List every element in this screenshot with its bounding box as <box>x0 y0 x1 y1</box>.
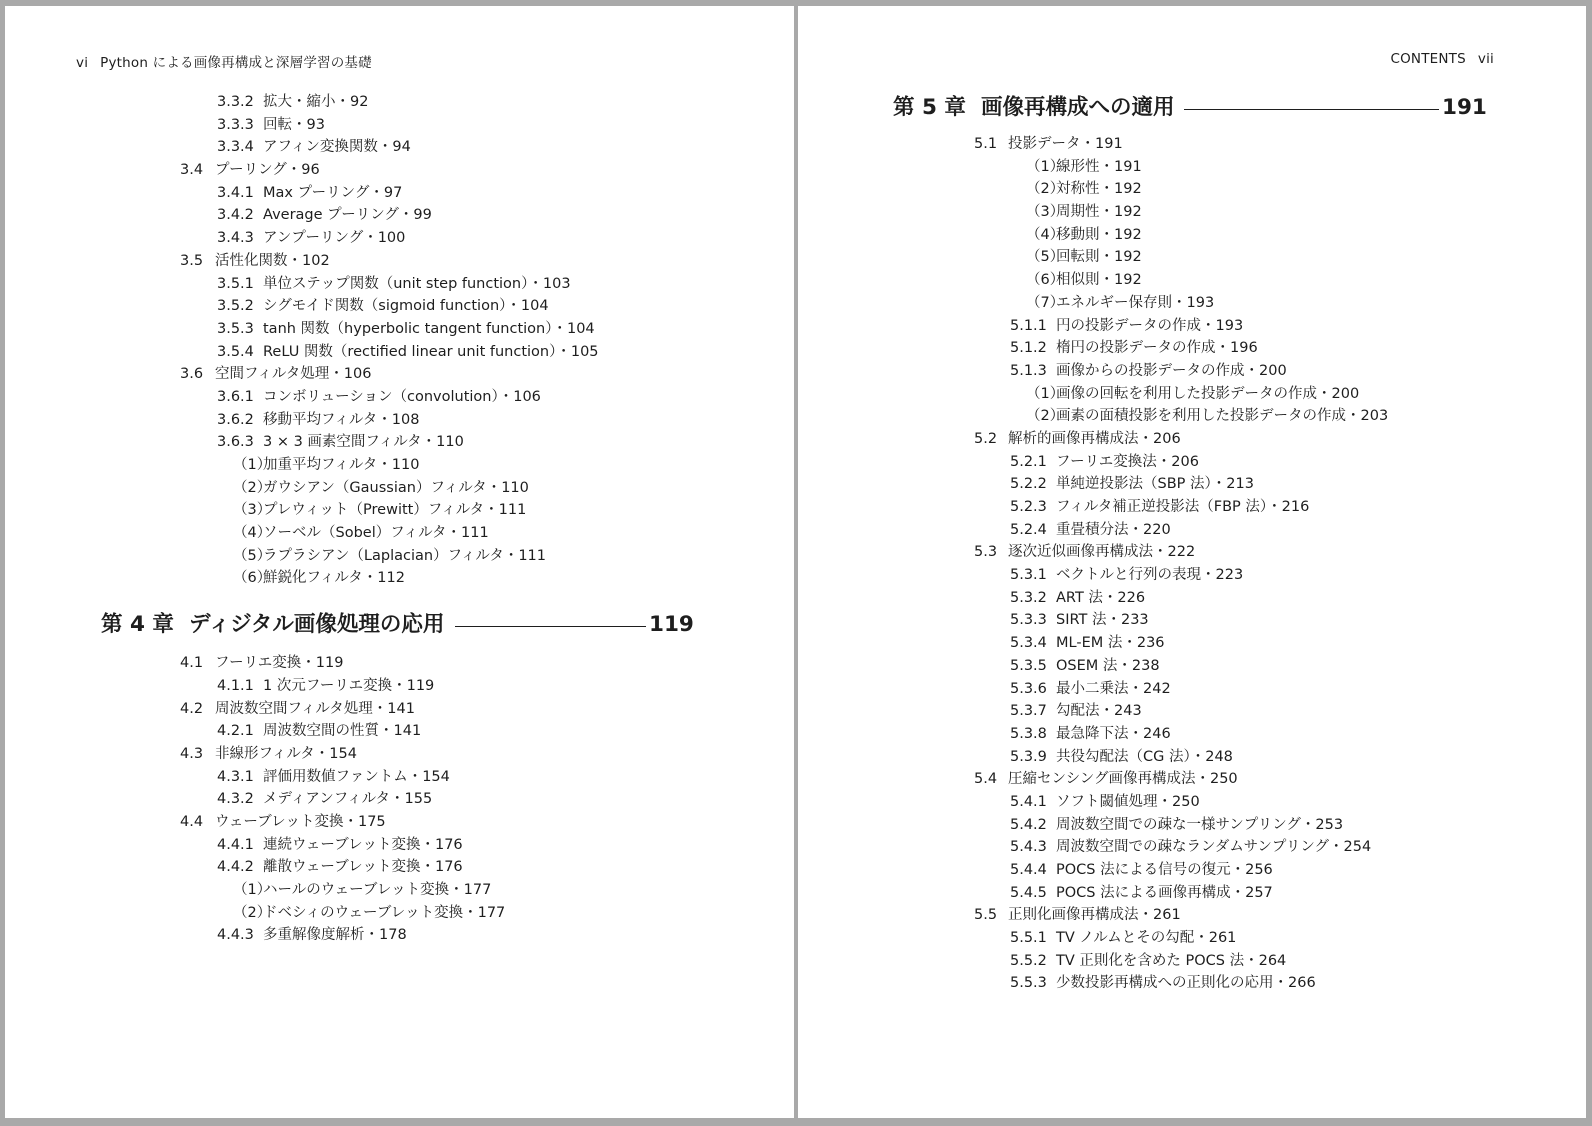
toc-entry <box>798 496 1586 519</box>
toc-entry <box>798 587 1586 610</box>
toc-entry-number: 5.1.3 <box>1010 362 1047 379</box>
toc-entry <box>798 451 1586 474</box>
toc-entry <box>798 814 1586 837</box>
toc-entry <box>5 182 794 205</box>
toc-entry <box>798 972 1586 995</box>
toc-entry-number: 3.4.2 <box>217 207 254 224</box>
toc-entry <box>5 652 794 675</box>
toc-entry-number: （6） <box>233 570 272 587</box>
chapter-4-heading <box>5 607 794 643</box>
toc-entry-title: 回転則・192 <box>1056 249 1142 266</box>
toc-entry-title: 投影データ・191 <box>1008 136 1123 152</box>
toc-entry <box>5 545 794 568</box>
toc-entry <box>5 204 794 227</box>
toc-entry-title: ソーベル（Sobel）フィルタ・111 <box>263 525 489 542</box>
toc-entry-title: 単純逆投影法（SBP 法）・213 <box>1056 476 1254 493</box>
toc-entry-number: （1） <box>233 882 272 898</box>
toc-entry-number: 3.6 <box>180 366 204 383</box>
toc-entry-number: 5.3.3 <box>1010 612 1047 629</box>
toc-entry-title: 周波数空間フィルタ処理・141 <box>215 700 415 717</box>
toc-entry-number: 5.4.2 <box>1010 816 1047 833</box>
toc-entry <box>798 768 1586 791</box>
toc-entry <box>5 675 794 698</box>
toc-entry-number: 3.4 <box>180 162 204 179</box>
toc-entry-number: 5.3 <box>974 544 998 561</box>
toc-entry-title: 対称性・192 <box>1056 181 1142 198</box>
toc-entry-number: 5.1 <box>974 136 998 152</box>
toc-entry <box>5 295 794 318</box>
toc-entry-number: 5.3.1 <box>1010 567 1047 584</box>
toc-entry-number: 5.2.4 <box>1010 521 1047 538</box>
toc-entry-title: フーリエ変換・119 <box>215 655 344 672</box>
toc-entry-number: 5.1.1 <box>1010 317 1047 334</box>
toc-entry <box>5 856 794 879</box>
toc-entry-number: 5.3.6 <box>1010 680 1047 697</box>
toc-entry-title: 圧縮センシング画像再構成法・250 <box>1008 771 1238 788</box>
toc-entry <box>5 273 794 296</box>
toc-entry-number: 5.4.3 <box>1010 839 1047 856</box>
chapter-label: 第 4 章 <box>101 612 174 638</box>
right-entries-after <box>798 133 1586 995</box>
toc-entry-title: エネルギー保存則・193 <box>1056 294 1215 311</box>
toc-entry-title: フーリエ変換法・206 <box>1056 453 1199 470</box>
toc-entry-title: 共役勾配法（CG 法）・248 <box>1056 748 1233 765</box>
toc-entry-title: シグモイド関数（sigmoid function）・104 <box>263 298 549 315</box>
chapter-title: ディジタル画像処理の応用 <box>189 612 445 638</box>
toc-entry-title: 評価用数値ファントム・154 <box>263 768 450 785</box>
toc-entry-number: 5.2.2 <box>1010 476 1047 493</box>
toc-entry-number: 5.3.5 <box>1010 657 1047 674</box>
toc-entry-number: （6） <box>1026 272 1065 289</box>
toc-entry <box>798 564 1586 587</box>
chapter-5-heading <box>798 90 1586 126</box>
toc-entry <box>5 454 794 477</box>
toc-entry-title: ハールのウェーブレット変換・177 <box>263 882 492 898</box>
toc-entry-number: 5.4.4 <box>1010 862 1047 878</box>
toc-entry-title: アフィン変換関数・94 <box>263 139 411 156</box>
toc-entry-number: （3） <box>233 502 272 519</box>
toc-entry <box>5 386 794 409</box>
toc-entry <box>798 224 1586 247</box>
toc-entry <box>5 136 794 159</box>
toc-entry <box>5 477 794 500</box>
toc-entry <box>5 879 794 902</box>
toc-entry-title: 画素の面積投影を利用した投影データの作成・203 <box>1056 408 1389 425</box>
right-running-title: CONTENTS <box>1390 51 1466 67</box>
toc-entry-number: 4.4.1 <box>217 836 254 853</box>
left-entries-after <box>5 652 794 947</box>
toc-entry-title: 少数投影再構成への正則化の応用・266 <box>1056 975 1316 992</box>
toc-entry-number: 5.4.1 <box>1010 793 1047 810</box>
toc-entry-title: 円の投影データの作成・193 <box>1056 317 1244 334</box>
left-entries-before <box>5 91 794 590</box>
toc-entry <box>798 723 1586 746</box>
toc-entry-title: POCS 法による信号の復元・256 <box>1056 862 1273 878</box>
toc-entry-title: ラプラシアン（Laplacian）フィルタ・111 <box>263 547 547 564</box>
toc-entry-title: 最小二乗法・242 <box>1056 680 1171 697</box>
toc-entry-number: （1） <box>1026 158 1065 175</box>
toc-entry <box>798 950 1586 973</box>
toc-entry-number: 5.5.2 <box>1010 952 1047 969</box>
toc-entry <box>798 178 1586 201</box>
toc-entry-number: 4.4.2 <box>217 859 254 876</box>
toc-entry-number: （2） <box>1026 181 1065 198</box>
right-page <box>798 6 1586 1118</box>
toc-entry-number: 5.5 <box>974 907 998 924</box>
toc-entry-title: ReLU 関数（rectified linear unit function）・105 <box>263 343 599 360</box>
toc-entry-number: 3.6.1 <box>217 388 254 405</box>
toc-entry-title: Max プーリング・97 <box>263 184 403 201</box>
toc-entry <box>5 522 794 545</box>
toc-entry-number: 4.1.1 <box>217 677 254 694</box>
toc-entry <box>798 541 1586 564</box>
toc-entry <box>798 246 1586 269</box>
toc-entry-number: 3.3.3 <box>217 116 254 133</box>
toc-entry <box>5 159 794 182</box>
toc-entry-number: 4.1 <box>180 655 204 672</box>
toc-entry <box>798 269 1586 292</box>
toc-entry-number: （2） <box>233 479 272 496</box>
toc-entry <box>798 292 1586 315</box>
toc-entry-number: 3.3.2 <box>217 94 254 110</box>
toc-entry-title: ART 法・226 <box>1056 589 1146 606</box>
toc-entry-number: 3.5.3 <box>217 320 254 337</box>
toc-entry-number: 4.3.1 <box>217 768 254 785</box>
toc-entry <box>5 720 794 743</box>
toc-entry-title: 画像からの投影データの作成・200 <box>1056 362 1287 379</box>
toc-entry <box>5 834 794 857</box>
toc-entry-number: 4.4 <box>180 813 204 830</box>
toc-entry-number: （4） <box>1026 226 1065 243</box>
toc-entry <box>5 318 794 341</box>
toc-entry <box>798 156 1586 179</box>
left-running-title: Python による画像再構成と深層学習の基礎 <box>100 55 372 71</box>
toc-entry-number: 3.6.3 <box>217 434 254 451</box>
chapter-label: 第 5 章 <box>893 95 966 120</box>
chapter-leader-rule <box>1184 109 1439 110</box>
toc-entry-number: 3.3.4 <box>217 139 254 156</box>
toc-entry <box>5 766 794 789</box>
toc-entry <box>798 337 1586 360</box>
toc-entry-number: 5.4.5 <box>1010 884 1047 901</box>
toc-entry-title: ソフト閾値処理・250 <box>1056 793 1200 810</box>
toc-entry-number: 5.3.8 <box>1010 725 1047 742</box>
left-page <box>5 6 794 1118</box>
toc-entry-number: 5.3.4 <box>1010 635 1047 652</box>
toc-entry-title: 移動平均フィルタ・108 <box>263 411 420 428</box>
toc-entry-title: SIRT 法・233 <box>1056 612 1149 629</box>
toc-entry <box>798 882 1586 905</box>
toc-entry-title: プーリング・96 <box>215 162 320 179</box>
toc-entry <box>5 91 794 114</box>
toc-entry <box>5 250 794 273</box>
toc-entry-title: OSEM 法・238 <box>1056 657 1160 674</box>
toc-entry <box>798 383 1586 406</box>
toc-entry-title: 1 次元フーリエ変換・119 <box>263 677 435 694</box>
toc-entry-title: 活性化関数・102 <box>215 252 330 269</box>
toc-entry-number: 5.3.7 <box>1010 703 1047 720</box>
toc-entry-number: 5.2.1 <box>1010 453 1047 470</box>
toc-entry-number: （4） <box>233 525 272 542</box>
toc-entry <box>5 788 794 811</box>
chapter-page-number: 191 <box>1442 95 1487 120</box>
toc-entry-title: ML-EM 法・236 <box>1056 635 1165 652</box>
toc-entry-title: 空間フィルタ処理・106 <box>215 366 372 383</box>
toc-entry <box>798 473 1586 496</box>
toc-entry-title: 加重平均フィルタ・110 <box>263 457 420 473</box>
toc-entry <box>798 746 1586 769</box>
toc-entry <box>5 567 794 590</box>
toc-entry <box>798 315 1586 338</box>
toc-entry-title: 周波数空間での疎なランダムサンプリング・254 <box>1056 839 1372 856</box>
toc-entry <box>5 811 794 834</box>
toc-entry-title: コンボリューション（convolution）・106 <box>263 388 541 405</box>
toc-entry-title: ドベシィのウェーブレット変換・177 <box>263 904 506 921</box>
chapter-leader-rule <box>455 626 646 627</box>
toc-entry-title: アンプーリング・100 <box>263 230 406 247</box>
toc-entry-title: 解析的画像再構成法・206 <box>1008 430 1181 447</box>
toc-entry <box>5 902 794 925</box>
toc-entry-title: 単位ステップ関数（unit step function）・103 <box>263 275 571 292</box>
left-toc <box>5 91 794 947</box>
toc-entry-title: ウェーブレット変換・175 <box>215 813 386 830</box>
toc-entry-number: （7） <box>1026 294 1065 311</box>
toc-entry-number: 4.2.1 <box>217 723 254 740</box>
toc-entry <box>5 363 794 386</box>
toc-entry <box>798 836 1586 859</box>
toc-entry-title: ベクトルと行列の表現・223 <box>1056 567 1244 584</box>
toc-entry-title: 離散ウェーブレット変換・176 <box>263 859 463 876</box>
toc-entry-number: （5） <box>1026 249 1065 266</box>
toc-entry-title: 相似則・192 <box>1056 272 1142 289</box>
toc-entry-number: （5） <box>233 547 272 564</box>
toc-entry <box>798 678 1586 701</box>
toc-entry-number: 4.4.3 <box>217 927 254 944</box>
toc-entry-number: 3.4.1 <box>217 184 254 201</box>
left-folio: vi <box>76 55 89 71</box>
toc-entry-title: tanh 関数（hyperbolic tangent function）・104 <box>263 320 595 337</box>
toc-entry-title: メディアンフィルタ・155 <box>263 791 433 808</box>
toc-entry <box>798 655 1586 678</box>
toc-entry-number: 3.5.2 <box>217 298 254 315</box>
right-toc <box>798 90 1586 995</box>
toc-entry-title: プレウィット（Prewitt）フィルタ・111 <box>263 502 527 519</box>
toc-entry <box>5 114 794 137</box>
toc-entry <box>5 341 794 364</box>
toc-entry-title: 回転・93 <box>263 116 325 133</box>
toc-entry-number: 5.5.3 <box>1010 975 1047 992</box>
toc-entry-number: （1） <box>1026 385 1065 402</box>
toc-entry-title: 多重解像度解析・178 <box>263 927 407 944</box>
toc-entry-title: 最急降下法・246 <box>1056 725 1171 742</box>
toc-entry-number: （2） <box>233 904 272 921</box>
toc-entry-number: 4.3 <box>180 745 204 762</box>
toc-entry-title: フィルタ補正逆投影法（FBP 法）・216 <box>1056 499 1310 515</box>
toc-entry-number: 3.5.4 <box>217 343 254 360</box>
toc-entry <box>5 924 794 947</box>
toc-entry-title: TV ノルムとその勾配・261 <box>1056 930 1237 947</box>
toc-entry <box>798 609 1586 632</box>
toc-entry <box>798 927 1586 950</box>
toc-entry-title: 逐次近似画像再構成法・222 <box>1008 544 1196 561</box>
toc-entry-title: POCS 法による画像再構成・257 <box>1056 884 1273 901</box>
toc-entry-number: 5.2 <box>974 430 998 447</box>
toc-entry-number: 5.3.9 <box>1010 748 1047 765</box>
toc-entry-title: 拡大・縮小・92 <box>263 94 369 110</box>
toc-entry-title: 重畳積分法・220 <box>1056 521 1171 538</box>
toc-entry-title: 周波数空間の性質・141 <box>263 723 422 740</box>
toc-entry-title: 連続ウェーブレット変換・176 <box>263 836 463 853</box>
toc-entry-title: Average プーリング・99 <box>263 207 432 224</box>
toc-entry <box>5 409 794 432</box>
toc-entry <box>5 499 794 522</box>
toc-entry-number: 3.6.2 <box>217 411 254 428</box>
toc-entry-number: 5.5.1 <box>1010 930 1047 947</box>
toc-entry-title: ガウシアン（Gaussian）フィルタ・110 <box>263 479 529 496</box>
chapter-page-number: 119 <box>649 612 694 638</box>
toc-entry-number: 3.5.1 <box>217 275 254 292</box>
toc-entry-title: 楕円の投影データの作成・196 <box>1056 340 1258 357</box>
toc-entry-number: （1） <box>233 457 272 473</box>
toc-entry-title: 鮮鋭化フィルタ・112 <box>263 570 405 587</box>
toc-entry <box>5 698 794 721</box>
toc-entry-number: 5.4 <box>974 771 998 788</box>
toc-entry-title: 周波数空間での疎な一様サンプリング・253 <box>1056 816 1344 833</box>
toc-entry-title: 線形性・191 <box>1056 158 1142 175</box>
toc-entry-title: 画像の回転を利用した投影データの作成・200 <box>1056 385 1360 402</box>
chapter-title: 画像再構成への適用 <box>981 95 1175 120</box>
left-running-head <box>76 51 372 71</box>
toc-entry <box>798 632 1586 655</box>
toc-entry-number: 3.4.3 <box>217 230 254 247</box>
toc-entry-number: 5.3.2 <box>1010 589 1047 606</box>
toc-entry <box>798 428 1586 451</box>
toc-entry <box>798 201 1586 224</box>
toc-entry <box>5 431 794 454</box>
toc-entry-title: 勾配法・243 <box>1056 703 1142 720</box>
toc-entry-number: （2） <box>1026 408 1065 425</box>
toc-entry <box>798 700 1586 723</box>
toc-entry <box>798 859 1586 882</box>
right-folio: vii <box>1477 51 1494 67</box>
toc-entry-title: TV 正則化を含めた POCS 法・264 <box>1056 952 1287 969</box>
toc-entry-title: 正則化画像再構成法・261 <box>1008 907 1181 924</box>
toc-entry-title: 非線形フィルタ・154 <box>215 745 357 762</box>
right-running-head <box>1390 51 1494 67</box>
toc-entry-title: 3 × 3 画素空間フィルタ・110 <box>263 434 464 451</box>
toc-entry-number: 3.5 <box>180 252 204 269</box>
toc-entry-number: 4.2 <box>180 700 204 717</box>
toc-entry <box>798 360 1586 383</box>
toc-entry <box>798 519 1586 542</box>
toc-entry-title: 移動則・192 <box>1056 226 1142 243</box>
toc-entry-number: 5.1.2 <box>1010 340 1047 357</box>
toc-entry <box>5 743 794 766</box>
toc-entry <box>798 791 1586 814</box>
toc-entry-number: 5.2.3 <box>1010 499 1047 515</box>
toc-entry <box>798 904 1586 927</box>
toc-entry-title: 周期性・192 <box>1056 204 1142 221</box>
toc-entry <box>798 405 1586 428</box>
toc-entry-number: 4.3.2 <box>217 791 254 808</box>
toc-entry <box>798 133 1586 156</box>
toc-entry-number: （3） <box>1026 204 1065 221</box>
toc-entry <box>5 227 794 250</box>
